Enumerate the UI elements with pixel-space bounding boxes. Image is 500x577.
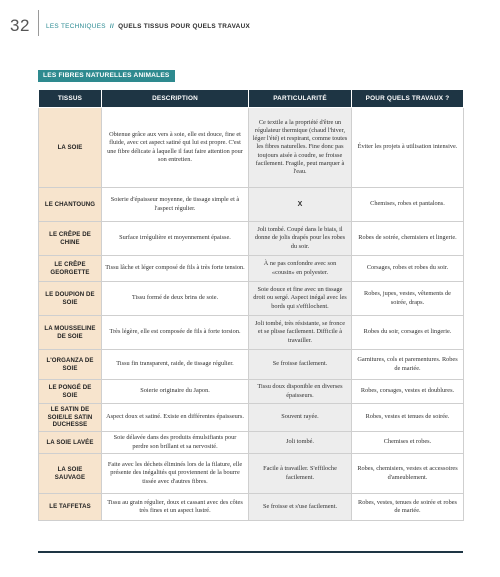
fabric-description: Tissu fin transparent, raide, de tissage régulier.	[102, 350, 249, 380]
running-head-section: LES TECHNIQUES	[46, 23, 106, 30]
fabric-name: LE SATIN DE SOIE/LE SATIN DUCHESSE	[39, 404, 102, 432]
fabric-uses: Robes, corsages, vestes et doublures.	[352, 380, 464, 404]
table-row	[39, 404, 464, 432]
fabric-particularity: Joli tombé.	[249, 432, 352, 454]
fabric-particularity: Se froisse et s'use facilement.	[249, 494, 352, 521]
fabric-name: LE CHANTOUNG	[39, 188, 102, 222]
fabric-name: LE TAFFETAS	[39, 494, 102, 521]
fabric-particularity: À ne pas confondre avec son «cousin» en polyester.	[249, 256, 352, 282]
table-row	[39, 188, 464, 222]
fabric-uses: Éviter les projets à utilisation intensive.	[352, 108, 464, 188]
column-header-particularity: PARTICULARITÉ	[249, 90, 352, 108]
fabric-particularity: Soie douce et fine avec un tissage droit ou sergé. Aspect inégal avec les bords qui s'effilochent.	[249, 282, 352, 316]
column-header-uses: POUR QUELS TRAVAUX ?	[352, 90, 464, 108]
fabric-name: LE CRÊPE GEORGETTE	[39, 256, 102, 282]
fabric-particularity: Tissu doux disponible en diverses épaisseurs.	[249, 380, 352, 404]
column-header-description: DESCRIPTION	[102, 90, 249, 108]
running-head-chapter: QUELS TISSUS POUR QUELS TRAVAUX	[118, 23, 251, 30]
fabric-name: LA SOIE SAUVAGE	[39, 454, 102, 494]
fabric-name: LE DOUPION DE SOIE	[39, 282, 102, 316]
fabric-description: Soierie d'épaisseur moyenne, de tissage simple et à l'aspect régulier.	[102, 188, 249, 222]
page-number: 32	[10, 16, 30, 35]
fabric-uses: Robes, chemisiers, vestes et accessoires d'ameublement.	[352, 454, 464, 494]
table-row	[39, 380, 464, 404]
fabric-description: Tissu formé de deux brins de soie.	[102, 282, 249, 316]
table-row	[39, 316, 464, 350]
fabric-particularity: Ce textile a la propriété d'être un régulateur thermique (chaud l'hiver, léger l'été) et respirant, comme toutes les fibres naturelles. Fine donc pas toujours aisée à coudre, se froisse facilement. Fragile, peut marquer à l'eau.	[249, 108, 352, 188]
footer-rule	[38, 551, 463, 553]
page-header	[0, 0, 500, 44]
fabric-uses: Robes, vestes et tenues de soirée.	[352, 404, 464, 432]
header-divider	[38, 10, 39, 36]
table-row	[39, 494, 464, 521]
table-row	[39, 222, 464, 256]
running-head	[46, 23, 250, 30]
fabric-particularity: Joli tombé, très résistante, se fronce et se plisse facilement. Difficile à travailler.	[249, 316, 352, 350]
fabric-name: LA SOIE	[39, 108, 102, 188]
fabric-uses: Chemises, robes et pantalons.	[352, 188, 464, 222]
fabric-particularity: X	[249, 188, 352, 222]
section-label: LES FIBRES NATURELLES ANIMALES	[38, 70, 175, 82]
fabric-uses: Corsages, robes et robes du soir.	[352, 256, 464, 282]
fabric-uses: Chemises et robes.	[352, 432, 464, 454]
fabric-description: Tissu au grain régulier, doux et cassant avec des côtes très fines et un aspect lustré.	[102, 494, 249, 521]
table-row	[39, 256, 464, 282]
fabric-description: Faite avec les déchets éliminés lors de la filature, elle présente des inégalités qui proviennent de la bourre tissée avec d'autres fibres.	[102, 454, 249, 494]
fabric-name: L'ORGANZA DE SOIE	[39, 350, 102, 380]
fabric-uses: Robes, vestes, tenues de soirée et robes de mariée.	[352, 494, 464, 521]
fabric-description: Obtenue grâce aux vers à soie, elle est douce, fine et fluide, avec cet aspect satiné qui lui est propre. C'est une fibre délicate à laquelle il faut faire attention pour son entretien.	[102, 108, 249, 188]
fabric-description: Très légère, elle est composée de fils à forte torsion.	[102, 316, 249, 350]
running-head-separator: //	[109, 23, 115, 30]
fabric-description: Surface irrégulière et moyennement épaisse.	[102, 222, 249, 256]
fabric-description: Tissu lâche et léger composé de fils à très forte tension.	[102, 256, 249, 282]
fabric-particularity: Joli tombé. Coupé dans le biais, il donne de jolis drapés pour les robes du soir.	[249, 222, 352, 256]
fabric-description: Aspect doux et satiné. Existe en différentes épaisseurs.	[102, 404, 249, 432]
fabric-name: LA MOUSSELINE DE SOIE	[39, 316, 102, 350]
fabric-name: LA SOIE LAVÉE	[39, 432, 102, 454]
column-header-fabric: TISSUS	[39, 90, 102, 108]
table-row	[39, 350, 464, 380]
table-header-row	[39, 90, 464, 108]
table-row	[39, 108, 464, 188]
fabrics-table	[38, 89, 464, 521]
fabric-description: Soierie originaire du Japon.	[102, 380, 249, 404]
table-row	[39, 432, 464, 454]
fabric-uses: Robes, jupes, vestes, vêtements de soirée, draps.	[352, 282, 464, 316]
fabric-particularity: Facile à travailler. S'effiloche facilement.	[249, 454, 352, 494]
fabric-uses: Robes du soir, corsages et lingerie.	[352, 316, 464, 350]
fabric-particularity: Se froisse facilement.	[249, 350, 352, 380]
fabric-name: LE PONGÉ DE SOIE	[39, 380, 102, 404]
fabric-particularity: Souvent rayée.	[249, 404, 352, 432]
fabric-description: Soie délavée dans des produits émulsifiants pour perdre son brillant et sa nervosité.	[102, 432, 249, 454]
fabric-uses: Garnitures, cols et parementures. Robes de mariée.	[352, 350, 464, 380]
fabric-name: LE CRÊPE DE CHINE	[39, 222, 102, 256]
fabric-uses: Robes de soirée, chemisiers et lingerie.	[352, 222, 464, 256]
table-row	[39, 282, 464, 316]
table-row	[39, 454, 464, 494]
